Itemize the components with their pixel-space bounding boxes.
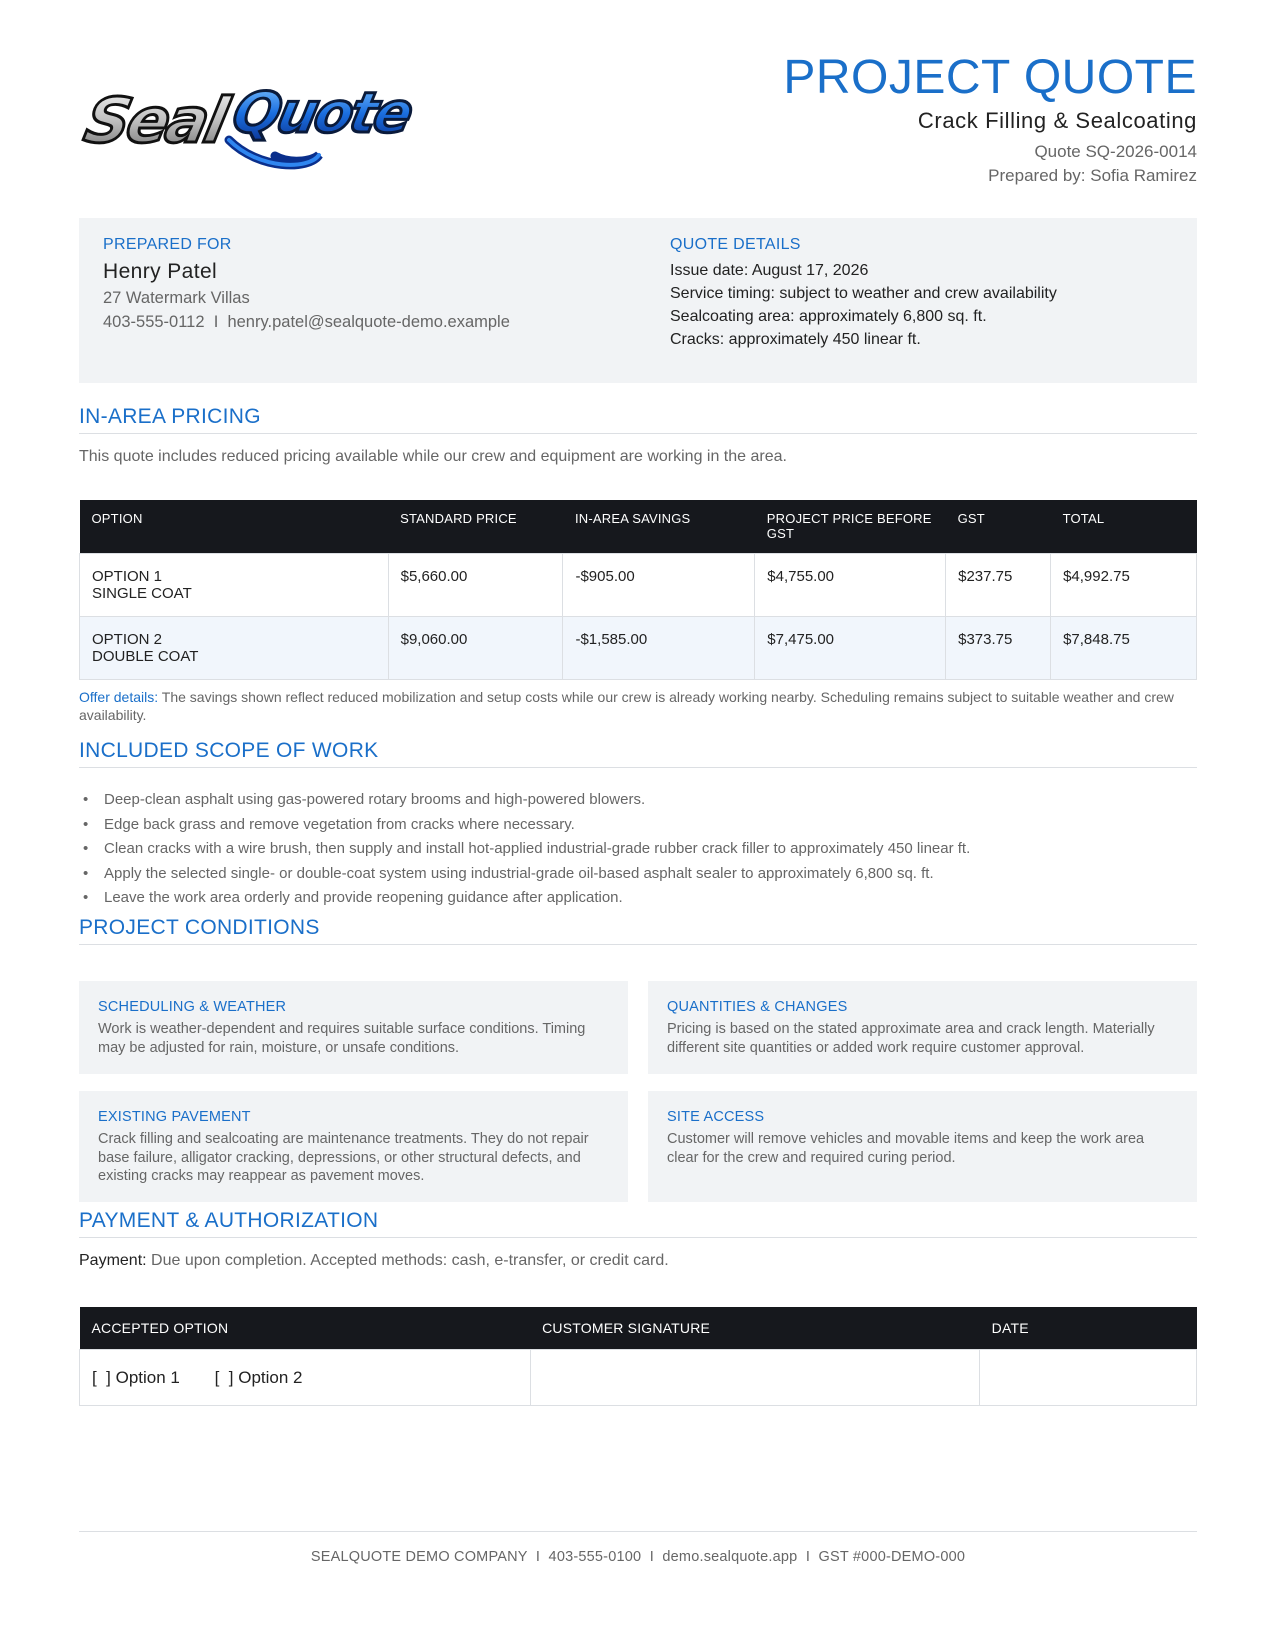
option-number: OPTION 1 bbox=[92, 568, 163, 585]
card-title: SCHEDULING & WEATHER bbox=[98, 999, 287, 1015]
offer-details-text: The savings shown reflect reduced mobilization and setup costs while our crew is already working nearby. Scheduling remains subject to suitable weather and crew availability. bbox=[79, 689, 1174, 723]
standard-price: $5,660.00 bbox=[388, 554, 563, 617]
sealquote-logo-icon bbox=[79, 70, 419, 175]
col-date: DATE bbox=[980, 1307, 1197, 1350]
card-title: EXISTING PAVEMENT bbox=[98, 1109, 251, 1125]
offer-details-label: Offer details: bbox=[79, 689, 159, 705]
scope-heading-text: INCLUDED SCOPE OF WORK bbox=[79, 739, 379, 762]
accepted-option-cell bbox=[80, 1350, 531, 1406]
col-standard-price: STANDARD PRICE bbox=[388, 500, 563, 554]
card-text: Work is weather-dependent and requires suitable surface conditions. Timing may be adjusted for rain, moisture, or unsafe conditions. bbox=[98, 1021, 586, 1056]
scope-heading bbox=[79, 739, 1197, 768]
payment-heading bbox=[79, 1209, 1197, 1238]
option-cell bbox=[80, 617, 389, 680]
card-text: Pricing is based on the stated approximate area and crack length. Materially different site quantities or added work require customer approval. bbox=[667, 1021, 1155, 1056]
list-item: • Deep-clean asphalt using gas-powered rotary brooms and high-powered blowers. bbox=[79, 788, 970, 813]
card-text: Crack filling and sealcoating are maintenance treatments. They do not repair base failure, alligator cracking, depressions, or other structural defects, and existing cracks may reappear as pavement moves. bbox=[98, 1131, 589, 1184]
customer-address: 27 Watermark Villas bbox=[103, 289, 250, 307]
sealcoating-area: Sealcoating area: approximately 6,800 sq. ft. bbox=[670, 308, 987, 325]
authorization-table bbox=[79, 1307, 1197, 1406]
col-accepted-option: ACCEPTED OPTION bbox=[80, 1307, 531, 1350]
quote-details-label: QUOTE DETAILS bbox=[670, 236, 801, 253]
date-field[interactable] bbox=[980, 1350, 1197, 1406]
prepared-for-label: PREPARED FOR bbox=[103, 236, 232, 253]
col-gst: GST bbox=[946, 500, 1051, 554]
pricing-intro: This quote includes reduced pricing available while our crew and equipment are working in the area. bbox=[79, 448, 787, 465]
authorization-header-row bbox=[80, 1307, 1197, 1350]
payment-label: Payment: bbox=[79, 1252, 147, 1269]
quote-number: Quote SQ-2026-0014 bbox=[1034, 142, 1197, 161]
option-cell bbox=[80, 554, 389, 617]
scope-list bbox=[79, 788, 970, 911]
gst-amount: $237.75 bbox=[946, 554, 1051, 617]
table-row bbox=[80, 554, 1197, 617]
price-before-gst: $7,475.00 bbox=[755, 617, 946, 680]
page-title: PROJECT QUOTE bbox=[783, 51, 1197, 104]
pricing-heading-text: IN-AREA PRICING bbox=[79, 405, 261, 428]
condition-card-scheduling bbox=[79, 981, 628, 1074]
list-item: • Apply the selected single- or double-coat system using industrial-grade oil-based asphalt sealer to approximately 6,800 sq. ft. bbox=[79, 862, 970, 887]
col-customer-signature: CUSTOMER SIGNATURE bbox=[530, 1307, 980, 1350]
pricing-header-row bbox=[80, 500, 1197, 554]
quote-details-block bbox=[670, 236, 1057, 351]
condition-card-pavement bbox=[79, 1091, 628, 1202]
option-number: OPTION 2 bbox=[92, 631, 163, 648]
payment-heading-text: PAYMENT & AUTHORIZATION bbox=[79, 1209, 379, 1232]
gst-amount: $373.75 bbox=[946, 617, 1051, 680]
prepared-for-block bbox=[103, 236, 510, 332]
col-price-before-gst: PROJECT PRICE BEFORE GST bbox=[755, 500, 946, 554]
conditions-heading bbox=[79, 916, 1197, 945]
page-subtitle: Crack Filling & Sealcoating bbox=[917, 108, 1197, 133]
condition-card-site-access bbox=[648, 1091, 1197, 1202]
in-area-savings: -$1,585.00 bbox=[563, 617, 755, 680]
payment-terms bbox=[79, 1252, 669, 1270]
payment-text: Due upon completion. Accepted methods: cash, e-transfer, or credit card. bbox=[151, 1252, 669, 1269]
card-title: SITE ACCESS bbox=[667, 1109, 765, 1125]
info-panel bbox=[79, 218, 1197, 383]
company-logo bbox=[79, 70, 419, 175]
option-name: DOUBLE COAT bbox=[92, 648, 199, 665]
customer-name: Henry Patel bbox=[103, 260, 218, 283]
footer: SEALQUOTE DEMO COMPANY I 403-555-0100 I demo.sealquote.app I GST #000-DEMO-000 bbox=[310, 1549, 966, 1565]
quote-header bbox=[783, 50, 1197, 188]
pricing-heading bbox=[79, 405, 1197, 434]
conditions-heading-text: PROJECT CONDITIONS bbox=[79, 916, 320, 939]
total-amount: $7,848.75 bbox=[1051, 617, 1197, 680]
list-item: • Leave the work area orderly and provide reopening guidance after application. bbox=[79, 886, 970, 911]
pricing-table bbox=[79, 500, 1197, 680]
list-item: • Clean cracks with a wire brush, then supply and install hot-applied industrial-grade rubber crack filler to approximately 450 linear ft. bbox=[79, 837, 970, 862]
table-row bbox=[80, 1350, 1197, 1406]
col-in-area-savings: IN-AREA SAVINGS bbox=[563, 500, 755, 554]
prepared-by: Prepared by: Sofia Ramirez bbox=[988, 166, 1197, 185]
standard-price: $9,060.00 bbox=[388, 617, 563, 680]
issue-date: Issue date: August 17, 2026 bbox=[670, 262, 869, 279]
card-title: QUANTITIES & CHANGES bbox=[667, 999, 848, 1015]
service-timing: Service timing: subject to weather and crew availability bbox=[670, 285, 1057, 302]
option-2-checkbox[interactable]: [ ] Option 2 bbox=[214, 1367, 303, 1387]
customer-contact: 403-555-0112 I henry.patel@sealquote-demo.example bbox=[103, 313, 510, 331]
footer-divider bbox=[79, 1531, 1197, 1532]
table-row bbox=[80, 617, 1197, 680]
col-total: TOTAL bbox=[1051, 500, 1197, 554]
price-before-gst: $4,755.00 bbox=[755, 554, 946, 617]
condition-card-quantities bbox=[648, 981, 1197, 1074]
card-text: Customer will remove vehicles and movable items and keep the work area clear for the crew and required curing period. bbox=[667, 1131, 1145, 1166]
option-1-checkbox[interactable]: [ ] Option 1 bbox=[92, 1367, 180, 1387]
svg-text:Seal: Seal bbox=[79, 84, 232, 157]
total-amount: $4,992.75 bbox=[1051, 554, 1197, 617]
option-name: SINGLE COAT bbox=[92, 585, 192, 602]
crack-length: Cracks: approximately 450 linear ft. bbox=[670, 331, 921, 348]
col-option: OPTION bbox=[80, 500, 389, 554]
list-item: • Edge back grass and remove vegetation from cracks where necessary. bbox=[79, 813, 970, 838]
customer-signature-field[interactable] bbox=[530, 1350, 980, 1406]
in-area-savings: -$905.00 bbox=[563, 554, 755, 617]
svg-text:Quote: Quote bbox=[226, 80, 417, 146]
offer-details bbox=[79, 688, 1197, 724]
